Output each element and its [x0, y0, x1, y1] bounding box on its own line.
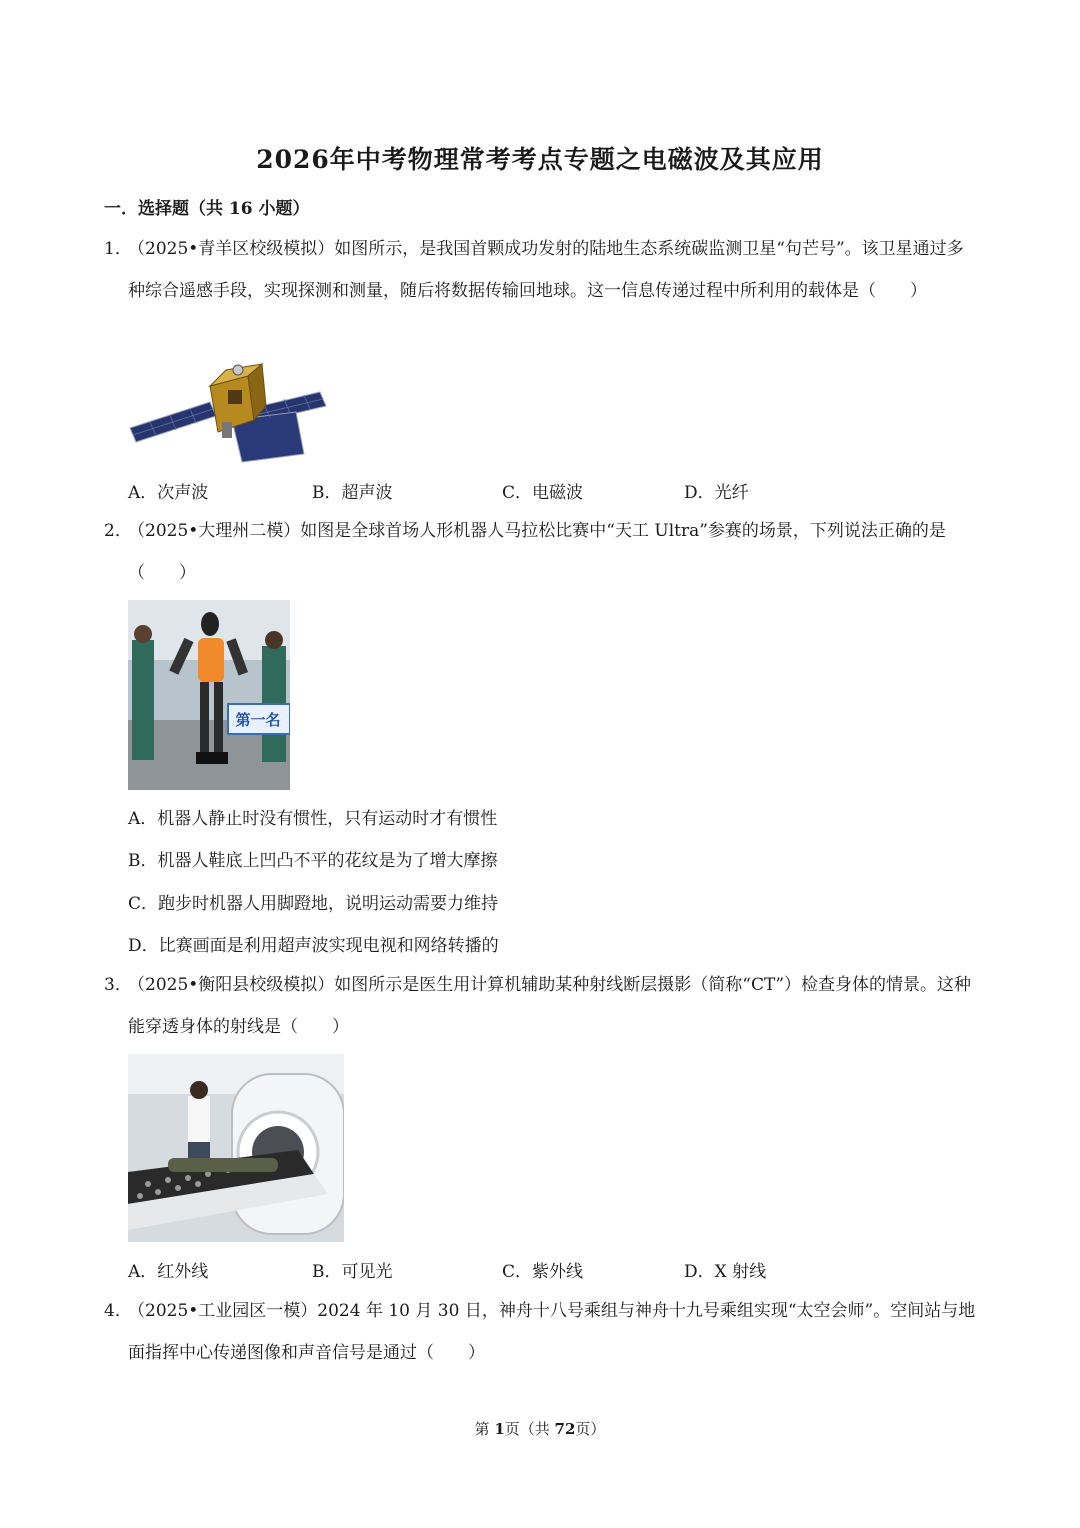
footer-prefix: 第 [474, 1420, 495, 1438]
option-a[interactable]: A．次声波 [128, 483, 209, 503]
option-c[interactable]: C．紫外线 [502, 1262, 584, 1282]
option-c[interactable]: C．跑步时机器人用脚蹬地，说明运动需要力维持 [128, 894, 499, 914]
option-b[interactable]: B．超声波 [312, 483, 393, 503]
option-c[interactable]: C．电磁波 [502, 483, 584, 503]
option-b[interactable]: B．可见光 [312, 1262, 393, 1282]
question-3 [104, 964, 980, 1048]
robot-marathon-image [128, 600, 290, 790]
question-number: 1． [104, 239, 132, 259]
ct-scan-image [128, 1054, 344, 1242]
question-1 [104, 228, 980, 312]
question-2 [104, 510, 980, 594]
footer-mid: 页（共 [504, 1420, 555, 1438]
question-number: 2． [104, 521, 132, 541]
option-d[interactable]: D．光纤 [684, 483, 749, 503]
question-3-options [128, 1257, 828, 1281]
option-a[interactable]: A．红外线 [128, 1262, 209, 1282]
page-footer [0, 1418, 1080, 1439]
option-a[interactable]: A．机器人静止时没有惯性，只有运动时才有惯性 [128, 809, 498, 829]
question-1-options [128, 478, 828, 502]
question-text: （2025•工业园区一模）2024 年 10 月 30 日，神舟十八号乘组与神舟十九号乘组实现“太空会师”。空间站与地面指挥中心传递图像和声音信号是通过（ ） [128, 1301, 976, 1363]
question-text: （2025•衡阳县校级模拟）如图所示是医生用计算机辅助某种射线断层摄影（简称“CT”）检查身体的情景。这种能穿透身体的射线是（ ） [128, 975, 972, 1037]
question-text: （2025•青羊区校级模拟）如图所示，是我国首颗成功发射的陆地生态系统碳监测卫星“句芒号”。该卫星通过多种综合遥感手段，实现探测和测量，随后将数据传输回地球。这一信息传递过程中所利用的载体是（ ） [128, 239, 964, 301]
banner-text: 第一名 [235, 711, 281, 729]
satellite-image [128, 362, 328, 464]
option-d[interactable]: D．比赛画面是利用超声波实现电视和网络转播的 [128, 936, 499, 956]
page-number: 1 [494, 1420, 505, 1438]
option-d[interactable]: D．X 射线 [684, 1262, 767, 1282]
section-heading: 一．选择题（共 16 小题） [104, 199, 310, 219]
question-text: （2025•大理州二模）如图是全球首场人形机器人马拉松比赛中“天工 Ultra”参赛的场景，下列说法正确的是（ ） [128, 521, 946, 583]
question-number: 3． [104, 975, 132, 995]
total-pages: 72 [554, 1420, 576, 1438]
footer-suffix: 页） [575, 1420, 606, 1438]
document-title: 2026年中考物理常考考点专题之电磁波及其应用 [256, 145, 824, 174]
question-4 [104, 1290, 980, 1374]
question-number: 4． [104, 1301, 132, 1321]
option-b[interactable]: B．机器人鞋底上凹凸不平的花纹是为了增大摩擦 [128, 851, 498, 871]
